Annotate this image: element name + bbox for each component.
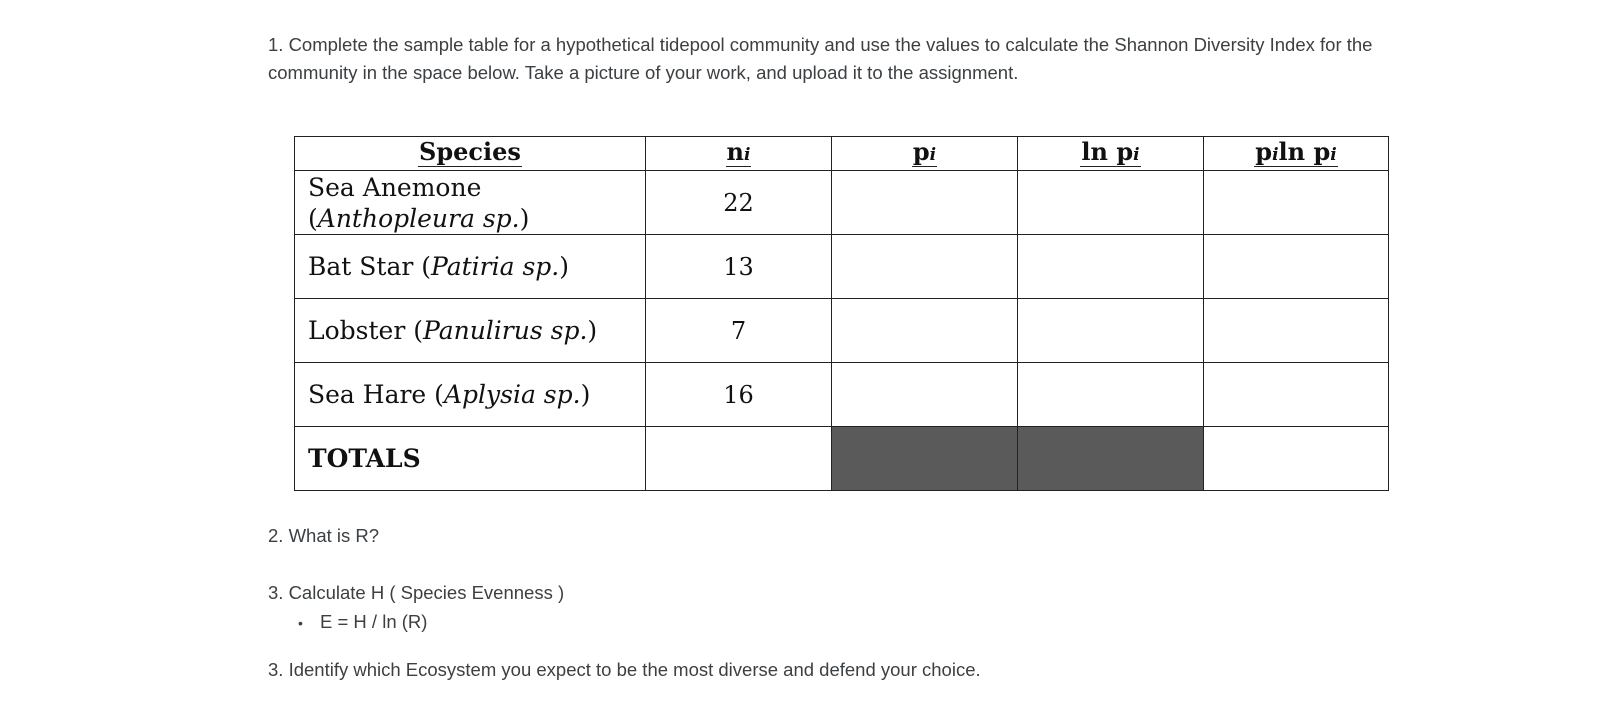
- evenness-formula: • E = H / ln (R): [298, 608, 427, 637]
- pi-input-cell[interactable]: [832, 363, 1018, 427]
- question-4-text: 3. Identify which Ecosystem you expect to be the most diverse and defend your choice.: [268, 659, 981, 680]
- ln-pi-input-cell[interactable]: [1018, 171, 1204, 235]
- pi-input-cell[interactable]: [832, 235, 1018, 299]
- totals-pi-ln-pi-cell[interactable]: [1204, 427, 1389, 491]
- table-row-sea-hare: [295, 363, 1389, 427]
- pi-ln-pi-input-cell[interactable]: [1204, 235, 1389, 299]
- header-ni: ni: [646, 137, 832, 171]
- table-row-sea-anemone: [295, 171, 1389, 235]
- table-row-bat-star: [295, 235, 1389, 299]
- table-row-lobster: [295, 299, 1389, 363]
- species-cell: Bat Star (Patiria sp.): [295, 235, 646, 299]
- shaded-cell: [832, 427, 1018, 491]
- pi-input-cell[interactable]: [832, 171, 1018, 235]
- table-row-totals: [295, 427, 1389, 491]
- shaded-cell: [1018, 427, 1204, 491]
- ln-pi-input-cell[interactable]: [1018, 363, 1204, 427]
- question-1-text: 1. Complete the sample table for a hypothetical tidepool community and use the values to calculate the Shannon Diversity Index for the community in the space below. Take a picture of your work, and upload it to the assignment.: [268, 34, 1373, 83]
- question-2-text: 2. What is R?: [268, 525, 380, 546]
- table-header-row: [295, 137, 1389, 171]
- pi-ln-pi-input-cell[interactable]: [1204, 299, 1389, 363]
- header-ln-pi: ln pi: [1018, 137, 1204, 171]
- totals-label: TOTALS: [295, 427, 646, 491]
- totals-ni-cell[interactable]: [646, 427, 832, 491]
- ni-cell: 13: [646, 235, 832, 299]
- ni-cell: 16: [646, 363, 832, 427]
- pi-ln-pi-input-cell[interactable]: [1204, 171, 1389, 235]
- species-cell: Lobster (Panulirus sp.): [295, 299, 646, 363]
- species-table: [294, 136, 1389, 491]
- pi-input-cell[interactable]: [832, 299, 1018, 363]
- ln-pi-input-cell[interactable]: [1018, 299, 1204, 363]
- bullet-icon: •: [298, 615, 303, 631]
- pi-ln-pi-input-cell[interactable]: [1204, 363, 1389, 427]
- question-3-text: 3. Calculate H ( Species Evenness ): [268, 582, 565, 603]
- header-pi-ln-pi: piln pi: [1204, 137, 1389, 171]
- header-pi: pi: [832, 137, 1018, 171]
- species-cell: Sea Hare (Aplysia sp.): [295, 363, 646, 427]
- ln-pi-input-cell[interactable]: [1018, 235, 1204, 299]
- ni-cell: 7: [646, 299, 832, 363]
- ni-cell: 22: [646, 171, 832, 235]
- species-cell: Sea Anemone (Anthopleura sp.): [295, 171, 646, 235]
- header-species: Species: [295, 137, 646, 171]
